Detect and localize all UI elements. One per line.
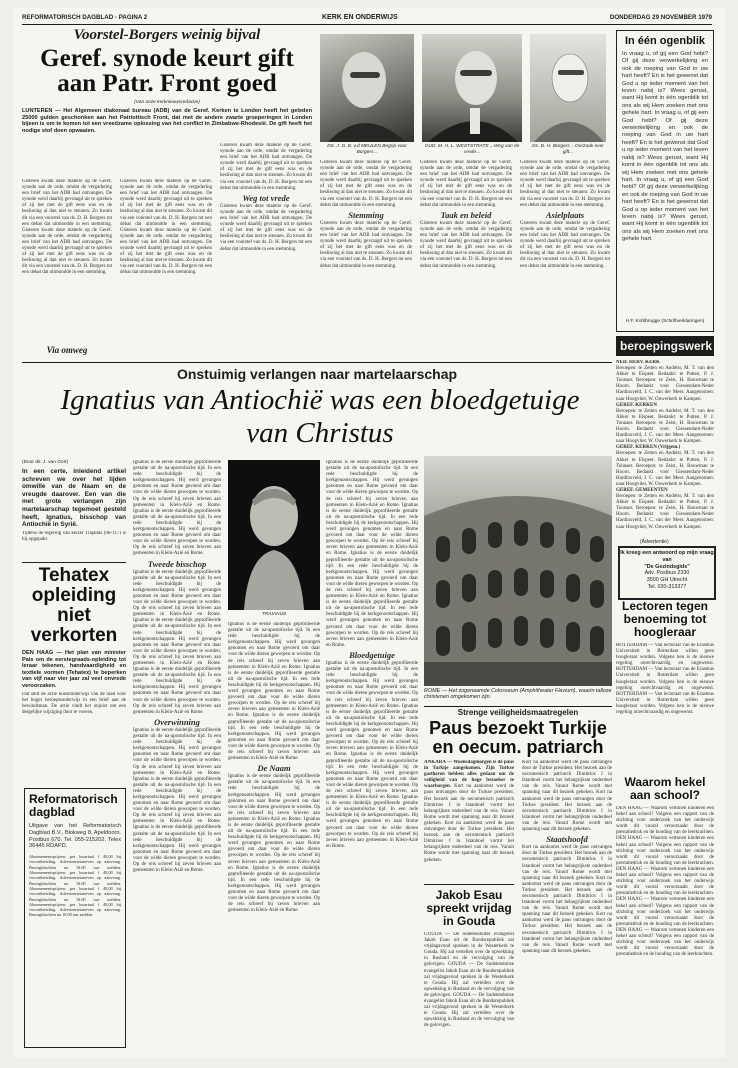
top-body-col2 xyxy=(120,179,212,354)
tehatex-headline: Tehatex opleiding niet verkorten xyxy=(30,565,118,646)
ber-text-2: Beroepen: te Zetten en Andelst, M. T. van den Akker te Elspeet. Bedankt: te Putten, P. J. Tonnaer. Beroepen: te Zeist, H. Bouwman te Hoorn. Bedankt voor Giessendam-Neder Hardinxveld, J. C. van der Meer. Aangenomen: naar Hoogvliet, W. Ouwerkerk te Kampen. xyxy=(616,408,714,445)
ign-text-g: Ignatius is de eerste duidelijk geprofileerde gestalte uit de na-apostolische tijd. In een rede beschuldigde hij de kerkgenootschappen. Hij werd gevangen genomen en naar Rome gevoerd om daar voor de wilde dieren geworpen te worden. Op de reis schreef hij zeven brieven aan gemeenten in Klein-Azië en Rome. xyxy=(133,776,221,825)
ignatius-headline: Ignatius van Antiochië was een bloedgetuige van Christus xyxy=(60,384,580,449)
esau-text-3: GOUDA — De Sudetenduitse evangelist Jakob Esau uit de Bondsrepubliek zal vrijdagavond spreken in de Westerkerk te Gouda. Hij zal vertellen over de opwekking in Rusland en de vervolging van de gelovigen. xyxy=(424,992,514,1029)
ign-text-h: Ignatius is de eerste duidelijk geprofileerde gestalte uit de na-apostolische tijd. In een rede beschuldigde hij de kerkgenootschappen. Hij werd gevangen genomen en naar Rome gevoerd om daar voor de wilde dieren geworpen te worden. Op de reis schreef hij zeven brieven aan gemeenten in Klein-Azië en Rome. xyxy=(133,825,221,874)
waarom-headline: Waarom hekel aan school? xyxy=(624,775,706,802)
ogenblik-title: In één ogenblik xyxy=(624,35,706,47)
turkije-text-2d: Kort na aankomst werd de paus ontvangen door de Turkse president. Het bezoek aan de oecumenisch patriarch Dimitrios I in Istanboel vormt het belangrijkste onderdeel van de reis. Vanuit Rome wordt met spanning naar dit bezoek gekeken. xyxy=(522,875,612,918)
masthead-fine-4: Abonnementsprijzen: per kwartaal f 40,00 bij vooruitbetaling. Advertentietarieven op aanvraag. Bezorgklachten na 18.00 uur melden. xyxy=(29,901,121,918)
tehatex-body: Dat stelt de actie kunstonderwijs van de raad voor het hoger beroepsonderwijs in een brief aan de bewindsman. De actie vindt het onjuist om een dergelijke wijziging door te voeren. xyxy=(22,691,126,715)
turkije-article xyxy=(424,708,612,1052)
ad-line2: "De Gezindsgids" xyxy=(644,563,690,570)
top-body-text-5: Gisteren kwam deze materie op de Geref. synode aan de orde, omdat de vergadering een brief van het ADB had ontvangen. De synode werd daarbij gevraagd uit te spreken of zij het met de gift eens was en de beslissing al dan niet te steunen. Zo kwam dit via een voorstel van ds. D. H. Borgers tot een debat dat uitmondde in een stemming. xyxy=(420,160,512,208)
traianus-bust xyxy=(228,460,320,610)
ign-text-i: Ignatius is de eerste duidelijk geprofileerde gestalte uit de na-apostolische tijd. In een rede beschuldigde hij de kerkgenootschappen. Hij werd gevangen genomen en naar Rome gevoerd om daar voor de wilde dieren geworpen te worden. Op de reis schreef hij zeven brieven aan gemeenten in Klein-Azië en Rome. xyxy=(228,622,320,670)
waarom-text-4: DEN HAAG — Waarom vertonen kinderen een hekel aan school? Volgens een rapport van de stichting voor onderzoek van het onderwijs wordt dit vooral veroorzaakt door de prestatiedruk en de houding van de leerkrachten. xyxy=(616,897,714,927)
turkije-col2 xyxy=(522,760,612,1050)
turkije-text-2b: Kort na aankomst werd de paus ontvangen door de Turkse president. Het bezoek aan de oecumenisch patriarch Dimitrios I in Istanboel vormt het belangrijkste onderdeel van de reis. Vanuit Rome wordt met spanning naar dit bezoek gekeken. xyxy=(522,790,612,833)
top-credit: (Van onze kerknieuwsredactie) xyxy=(134,100,200,105)
top-body-text-2: Gisteren kwam deze materie op de Geref. synode aan de orde, omdat de vergadering een brief van het ADB had ontvangen. De synode werd daarbij gevraagd uit te spreken of zij het met de gift eens was en de beslissing al dan niet te steunen. Zo kwam dit via een voorstel van ds. D. H. Borgers tot een debat dat uitmondde in een stemming. xyxy=(120,179,212,227)
turkije-text-2: Kort na aankomst werd de paus ontvangen door de Turkse president. Het bezoek aan de oecumenisch patriarch Dimitrios I in Istanboel vormt het belangrijkste onderdeel van de reis. Vanuit Rome wordt met spanning naar dit bezoek gekeken. xyxy=(522,760,612,796)
ber-section-herv: NED. HERV. KERK xyxy=(616,360,660,365)
ign-text-l: Ignatius is de eerste duidelijk geprofileerde gestalte uit de na-apostolische tijd. In een rede beschuldigde hij de kerkgenootschappen. Hij werd gevangen genomen en naar Rome gevoerd om daar voor de wilde dieren geworpen te worden. Op de reis schreef hij zeven brieven aan gemeenten in Klein-Azië en Rome. xyxy=(228,774,320,822)
top-sub-asiel: Asielplaats xyxy=(545,209,585,220)
waarom-text-3: DEN HAAG — Waarom vertonen kinderen een hekel aan school? Volgens een rapport van de stichting voor onderzoek van het onderwijs wordt dit vooral veroorzaakt door de prestatiedruk en de houding van de leerkrachten. xyxy=(616,866,714,897)
ign-text-s: Ignatius is de eerste duidelijk geprofileerde gestalte uit de na-apostolische tijd. In een rede beschuldigde hij de kerkgenootschappen. Hij werd gevangen genomen en naar Rome gevoerd om daar voor de wilde dieren geworpen te worden. Op de reis schreef hij zeven brieven aan gemeenten in Klein-Azië en Rome. xyxy=(326,661,418,709)
ogenblik-text-3: In vraag u, of gij een God hebt? Of gij deze verwerkelijking en ook de roeping van God in uw hart heeft? En is het gewenst dat God u op ieder moment van het leven nabij is? Wees gerust, want Hij komt in één ogenblik tot ons als wij Hem zoeken met ons gehele hart. xyxy=(622,176,708,243)
ignatius-lead-col xyxy=(22,460,126,560)
ign-text-v: Ignatius is de eerste duidelijk geprofileerde gestalte uit de na-apostolische tijd. In een rede beschuldigde hij de kerkgenootschappen. Hij werd gevangen genomen en naar Rome gevoerd om daar voor de wilde dieren geworpen te worden. Op de reis schreef hij zeven brieven aan gemeenten in Klein-Azië en Rome. xyxy=(326,795,418,849)
top-body-col4 xyxy=(320,160,412,350)
top-body-col5 xyxy=(420,160,512,350)
top-body-text-cont: Gisteren kwam deze materie op de Geref. synode aan de orde, omdat de vergadering een brief van het ADB had ontvangen. De synode werd daarbij gevraagd uit te spreken of zij het met de gift eens was en de beslissing al dan niet te steunen. Zo kwam dit via een voorstel van ds. D. H. Borgers tot een debat dat uitmondde in een stemming. xyxy=(22,227,112,276)
portrait-weststrate xyxy=(422,34,522,142)
ignatius-col4 xyxy=(326,460,418,1050)
ign-text-m: Ignatius is de eerste duidelijk geprofileerde gestalte uit de na-apostolische tijd. In een rede beschuldigde hij de kerkgenootschappen. Hij werd gevangen genomen en naar Rome gevoerd om daar voor de wilde dieren geworpen te worden. Op de reis schreef hij zeven brieven aan gemeenten in Klein-Azië en Rome. xyxy=(228,816,320,871)
ign-text-a: Ignatius is de eerste duidelijk geprofileerde gestalte uit de na-apostolische tijd. In een rede beschuldigde hij de kerkgenootschappen. Hij werd gevangen genomen en naar Rome gevoerd om daar voor de wilde dieren geworpen te worden. Op de reis schreef hij zeven brieven aan gemeenten in Klein-Azië en Rome. xyxy=(133,460,221,508)
top-sub-weg: Weg tot vrede xyxy=(242,192,290,203)
top-sub-via: Via omweg xyxy=(46,345,88,355)
esau-article xyxy=(424,884,514,1051)
ignatius-byline: (Door ds. J. van Oort) xyxy=(22,460,69,465)
ber-text-1: Beroepen: te Zetten en Andelst, M. T. van den Akker te Elspeet. Bedankt: te Putten, P. J. Tonnaer. Beroepen: te Zeist, H. Bouwman te Hoorn. Bedankt voor Giessendam-Neder Hardinxveld, J. C. van der Meer. Aangenomen: naar Hoogvliet, W. Ouwerkerk te Kampen. xyxy=(616,366,714,402)
top-body-text-5b: Gisteren kwam deze materie op de Geref. synode aan de orde, omdat de vergadering een brief van het ADB had ontvangen. De synode werd daarbij gevraagd uit te spreken of zij het met de gift eens was en de beslissing al dan niet te steunen. Zo kwam dit via een voorstel van ds. D. H. Borgers tot een debat dat uitmondde in een stemming. xyxy=(420,220,512,269)
photo-caption-meulen: DS. J. D. B. v.d MEULEN Begrip voor Borgers... xyxy=(327,144,407,155)
ignatius-kicker: Onstuimig verlangen naar martelaarschap xyxy=(176,366,458,382)
ignatius-col2 xyxy=(133,460,221,1050)
colosseum-photo xyxy=(424,456,612,686)
ign-sub-overwinning: Overwinning xyxy=(154,716,200,727)
top-body-text-2b: Gisteren kwam deze materie op de Geref. synode aan de orde, omdat de vergadering een brief van het ADB had ontvangen. De synode werd daarbij gevraagd uit te spreken of zij het met de gift eens was en de beslissing al dan niet te steunen. Zo kwam dit via een voorstel van ds. D. H. Borgers tot een debat dat uitmondde in een stemming. xyxy=(120,227,212,276)
ber-text-3: Beroepen: te Zetten en Andelst, M. T. van den Akker te Elspeet. Bedankt: te Putten, P. J. Tonnaer. Beroepen: te Zeist, H. Bouwman te Hoorn. Bedankt voor Giessendam-Neder Hardinxveld, J. C. van der Meer. Aangenomen: naar Hoogvliet, W. Ouwerkerk te Kampen. xyxy=(616,451,714,487)
ign-text-c: Ignatius is de eerste duidelijk geprofileerde gestalte uit de na-apostolische tijd. In een rede beschuldigde hij de kerkgenootschappen. Hij werd gevangen genomen en naar Rome gevoerd om daar voor de wilde dieren geworpen te worden. Op de reis schreef hij zeven brieven aan gemeenten in Klein-Azië en Rome. xyxy=(133,569,221,618)
top-body-col3 xyxy=(220,143,312,353)
ignatius-lead2: Tijdens de regering van keizer Trajanus (98-117) is hij opgepakt. xyxy=(22,530,126,542)
masthead-fine xyxy=(29,854,121,1014)
header-date: DONDERDAG 29 NOVEMBER 1979 xyxy=(609,14,712,21)
waarom-text-2: DEN HAAG — Waarom vertonen kinderen een hekel aan school? Volgens een rapport van de stichting voor onderzoek van het onderwijs wordt dit vooral veroorzaakt door de prestatiedruk en de houding van de leerkrachten. xyxy=(616,836,714,866)
ber-section-geref: GEREF. KERKEN xyxy=(616,402,657,408)
waarom-text: DEN HAAG — Waarom vertonen kinderen een hekel aan school? Volgens een rapport van de stichting voor onderzoek van het onderwijs wordt dit vooral veroorzaakt door de prestatiedruk en de houding van de leerkrachten. xyxy=(616,806,714,836)
ogenblik-text-2: In vraag u, of gij een God hebt? Of gij deze verwerkelijking en ook de roeping van God in uw hart heeft? En is het gewenst dat God u op ieder moment van het leven nabij is? Wees gerust, want Hij komt in één ogenblik tot ons als wij Hem zoeken met ons gehele hart. xyxy=(622,110,708,183)
top-body-text-3: Gisteren kwam deze materie op de Geref. synode aan de orde, omdat de vergadering een brief van het ADB had ontvangen. De synode werd daarbij gevraagd uit te spreken of zij het met de gift eens was en de beslissing al dan niet te steunen. Zo kwam dit via een voorstel van ds. D. H. Borgers tot een debat dat uitmondde in een stemming. xyxy=(220,143,312,191)
colosseum-caption: ROME — Het zogenaamde Colosseum (Amphitheater Flavium), waarin talloze christenen omgekomen zijn. xyxy=(424,688,612,700)
masthead-fine-3: Abonnementsprijzen: per kwartaal f 40,00 bij vooruitbetaling. Advertentietarieven op aanvraag. Bezorgklachten na 18.00 uur melden. xyxy=(29,885,121,902)
top-body-text-4: Gisteren kwam deze materie op de Geref. synode aan de orde, omdat de vergadering een brief van het ADB had ontvangen. De synode werd daarbij gevraagd uit te spreken of zij het met de gift eens was en de beslissing al dan niet te steunen. Zo kwam dit via een voorstel van ds. D. H. Borgers tot een debat dat uitmondde in een stemming. xyxy=(320,160,412,208)
photo-meulen xyxy=(320,34,414,142)
lectoren-body xyxy=(616,643,714,763)
colosseum-drawing xyxy=(424,456,612,686)
top-story xyxy=(22,27,312,357)
photo-caption-borgers: Ds. D. H. Borgers ...Oorzaak over gift... xyxy=(532,144,604,155)
ad-tag: (Advertentie) xyxy=(640,539,669,545)
ign-sub-bloedgetuige: Bloedgetuige xyxy=(349,649,395,660)
tehatex-article xyxy=(22,562,126,763)
top-body-col1 xyxy=(22,179,112,349)
waarom-text-5: DEN HAAG — Waarom vertonen kinderen een hekel aan school? Volgens een rapport van de stichting voor onderzoek van het onderwijs wordt dit vooral veroorzaakt door de prestatiedruk en de houding van de leerkrachten. xyxy=(616,927,714,958)
beroepingswerk-block xyxy=(616,336,714,536)
ad-line1: Ik kreeg een antwoord op mijn vraag van xyxy=(620,550,714,563)
turkije-text-2c: Kort na aankomst werd de paus ontvangen door de Turkse president. Het bezoek aan de oecumenisch patriarch Dimitrios I in Istanboel vormt het belangrijkste onderdeel van de reis. Vanuit Rome wordt met spanning naar dit bezoek gekeken. xyxy=(522,845,612,881)
beroepingswerk-body xyxy=(616,360,714,540)
ogenblik-signature: H.F. Kohlbrugge (Schriftverklaringen) xyxy=(625,319,705,324)
top-body-text-6: Gisteren kwam deze materie op de Geref. synode aan de orde, omdat de vergadering een brief van het ADB had ontvangen. De synode werd daarbij gevraagd uit te spreken of zij het met de gift eens was en de beslissing al dan niet te steunen. Zo kwam dit via een voorstel van ds. D. H. Borgers tot een debat dat uitmondde in een stemming. xyxy=(520,160,610,208)
top-body-text-4b: Gisteren kwam deze materie op de Geref. synode aan de orde, omdat de vergadering een brief van het ADB had ontvangen. De synode werd daarbij gevraagd uit te spreken of zij het met de gift eens was en de beslissing al dan niet te steunen. Zo kwam dit via een voorstel van ds. D. H. Borgers tot een debat dat uitmondde in een stemming. xyxy=(320,220,412,269)
lectoren-text-2: ROTTERDAM — Van lectoraat van de Erasmus Universiteit in Rotterdam willen geen hoogleraar worden. Volgens hen is de nieuwe regeling onrechtvaardig en ongewenst. xyxy=(616,667,714,691)
portrait-borgers xyxy=(530,34,606,142)
esau-text-2: GOUDA — De Sudetenduitse evangelist Jakob Esau uit de Bondsrepubliek zal vrijdagavond spreken in de Westerkerk te Gouda. Hij zal vertellen over de opwekking in Rusland en de vervolging van de gelovigen. xyxy=(424,962,514,998)
lectoren-text: ROTTERDAM — Van lectoraat van de Erasmus Universiteit in Rotterdam willen geen hoogleraar worden. Volgens hen is de nieuwe regeling onrechtvaardig en ongewenst. xyxy=(616,643,714,667)
gezindsgids-ad xyxy=(618,539,716,600)
turkije-text-1b: Kort na aankomst werd de paus ontvangen door de Turkse president. Het bezoek aan de oecumenisch patriarch Dimitrios I in Istanboel vormt het belangrijkste onderdeel van de reis. Vanuit Rome wordt met spanning naar dit bezoek gekeken. xyxy=(424,820,514,863)
header-paper-title: REFORMATORISCH DAGBLAD - PAGINA 2 xyxy=(22,14,148,21)
esau-headline: Jakob Esau spreekt vrijdag in Gouda xyxy=(426,888,512,928)
portrait-meulen xyxy=(320,34,414,142)
masthead-box xyxy=(24,788,126,1048)
ign-sub-tweede: Tweede bisschop xyxy=(147,558,207,569)
ber-text-4: Beroepen: te Zetten en Andelst, M. T. van den Akker te Elspeet. Bedankt: te Putten, P. J. Tonnaer. Beroepen: te Zeist, H. Bouwman te Hoorn. Bedankt voor Giessendam-Neder Hardinxveld, J. C. van der Meer. Aangenomen: naar Hoogvliet, W. Ouwerkerk te Kampen. xyxy=(616,494,714,530)
ign-text-u: Ignatius is de eerste duidelijk geprofileerde gestalte uit de na-apostolische tijd. In een rede beschuldigde hij de kerkgenootschappen. Hij werd gevangen genomen en naar Rome gevoerd om daar voor de wilde dieren geworpen te worden. Op de reis schreef hij zeven brieven aan gemeenten in Klein-Azië en Rome. xyxy=(326,752,418,801)
turkije-headline: Paus bezoekt Turkije en oecum. patriarch xyxy=(429,718,607,757)
beroepingswerk-title: beroepingswerk xyxy=(620,339,713,353)
ber-section-vrijgem: GEREF. KERKEN (Vrijgem.) xyxy=(616,445,681,451)
traianus-caption: TRAIANUS xyxy=(261,612,287,617)
ign-text-n: Ignatius is de eerste duidelijk geprofileerde gestalte uit de na-apostolische tijd. In een rede beschuldigde hij de kerkgenootschappen. Hij werd gevangen genomen en naar Rome gevoerd om daar voor de wilde dieren geworpen te worden. Op de reis schreef hij zeven brieven aan gemeenten in Klein-Azië en Rome. xyxy=(228,865,320,914)
ber-section-gemeenten: GEREF. GEMEENTEN xyxy=(616,487,668,493)
masthead-body: Uitgave van het Reformatorisch Dagblad B.V., Blokweg 8, Apeldoorn. Postbus 670. Tel. 055-215202. Telex 36445 RDAPD. xyxy=(29,823,121,850)
ign-text-k: Ignatius is de eerste duidelijk geprofileerde gestalte uit de na-apostolische tijd. In een rede beschuldigde hij de kerkgenootschappen. Hij werd gevangen genomen en naar Rome gevoerd om daar voor de wilde dieren geworpen te worden. Op de reis schreef hij zeven brieven aan gemeenten in Klein-Azië en Rome. xyxy=(228,713,320,762)
header-rule xyxy=(22,24,712,25)
turkije-lead: ANKARA — Woensdagmorgen is de paus in Turkije aangekomen. Zijn Turkse gastheren hebben alles gedaan om de veiligheid van de hoge bezoeker te waarborgen. xyxy=(424,760,514,790)
masthead-title: Reformatorisch dagblad xyxy=(29,792,118,819)
ign-text-d: Ignatius is de eerste duidelijk geprofileerde gestalte uit de na-apostolische tijd. In een rede beschuldigde hij de kerkgenootschappen. Hij werd gevangen genomen en naar Rome gevoerd om daar voor de wilde dieren geworpen te worden. Op de reis schreef hij zeven brieven aan gemeenten in Klein-Azië en Rome. xyxy=(133,618,221,666)
photo-borgers xyxy=(530,34,606,142)
top-body-text-6b: Gisteren kwam deze materie op de Geref. synode aan de orde, omdat de vergadering een brief van het ADB had ontvangen. De synode werd daarbij gevraagd uit te spreken of zij het met de gift eens was en de beslissing al dan niet te steunen. Zo kwam dit via een voorstel van ds. D. H. Borgers tot een debat dat uitmondde in een stemming. xyxy=(520,220,610,269)
ign-text-f: Ignatius is de eerste duidelijk geprofileerde gestalte uit de na-apostolische tijd. In een rede beschuldigde hij de kerkgenootschappen. Hij werd gevangen genomen en naar Rome gevoerd om daar voor de wilde dieren geworpen te worden. Op de reis schreef hij zeven brieven aan gemeenten in Klein-Azië en Rome. xyxy=(133,727,221,776)
lectoren-headline: Lectoren tegen benoeming tot hoogleraar xyxy=(621,599,708,639)
top-headline: Geref. synode keurt gift aan Patr. Front goed xyxy=(40,45,294,97)
ogenblik-body xyxy=(622,51,708,301)
ign-text-p: Ignatius is de eerste duidelijk geprofileerde gestalte uit de na-apostolische tijd. In een rede beschuldigde hij de kerkgenootschappen. Hij werd gevangen genomen en naar Rome gevoerd om daar voor de wilde dieren geworpen te worden. Op de reis schreef hij zeven brieven aan gemeenten in Klein-Azië en Rome. xyxy=(326,502,418,557)
turkije-rule xyxy=(424,706,612,707)
top-sub-stemming: Stemming xyxy=(348,209,384,220)
lectoren-text-3: ROTTERDAM — Van lectoraat van de Erasmus Universiteit in Rotterdam willen geen hoogleraar worden. Volgens hen is de nieuwe regeling onrechtvaardig en ongewenst. xyxy=(616,691,714,716)
ign-sub-naam: De Naam xyxy=(257,763,291,774)
ignatius-col3 xyxy=(228,622,320,1050)
esau-body xyxy=(424,932,514,1042)
masthead-fine-1: Abonnementsprijzen: per kwartaal f 40,00 bij vooruitbetaling. Advertentietarieven op aanvraag. Bezorgklachten na 18.00 uur melden. xyxy=(29,854,121,870)
waarom-body xyxy=(616,806,714,1046)
esau-text: GOUDA — De Sudetenduitse evangelist Jakob Esau uit de Bondsrepubliek zal vrijdagavond spreken in de Westerkerk te Gouda. Hij zal vertellen over de opwekking in Rusland en de vervolging van de gelovigen. xyxy=(424,932,514,968)
beroepingswerk-title-bar xyxy=(616,336,714,356)
ignatius-lead: In een certe, inleidend artikel schreven we over het lijden omwille van de Naam en de vreugde daarover. Een van die met grote verlangen zijn martelaarschap tegemoet gesteld heeft, Ignatius, bisschop van Antiochië in Syrië. xyxy=(22,468,126,529)
masthead-fine-2: Abonnementsprijzen: per kwartaal f 40,00 bij vooruitbetaling. Advertentietarieven op aanvraag. Bezorgklachten na 18.00 uur melden. xyxy=(29,870,121,886)
ad-line5: Tel. 030-313377 xyxy=(647,583,687,590)
top-sub-taak: Taak en beleid xyxy=(440,209,492,220)
top-body-text: Gisteren kwam deze materie op de Geref. synode aan de orde, omdat de vergadering een brief van het ADB had ontvangen. De synode werd daarbij gevraagd uit te spreken of zij het met de gift eens was en de beslissing al dan niet te steunen. Zo kwam dit via een voorstel van ds. D. H. Borgers tot een debat dat uitmondde in een stemming. xyxy=(22,179,112,227)
turkije-sub-staatshoofd: Staatshoofd xyxy=(546,834,588,845)
waarom-article xyxy=(616,776,714,1056)
ign-text-r: Ignatius is de eerste duidelijk geprofileerde gestalte uit de na-apostolische tijd. In een rede beschuldigde hij de kerkgenootschappen. Hij werd gevangen genomen en naar Rome gevoerd om daar voor de wilde dieren geworpen te worden. Op de reis schreef hij zeven brieven aan gemeenten in Klein-Azië en Rome. xyxy=(326,594,418,648)
ogenblik-text: In vraag u, of gij een God hebt? Of gij deze verwerkelijking en ook de roeping van God in uw hart heeft? En is het gewenst dat God u op ieder moment van het leven nabij is? Wees gerust, want Hij komt in één ogenblik tot ons als wij Hem zoeken met ons gehele hart. xyxy=(622,51,708,117)
ign-text-o: Ignatius is de eerste duidelijk geprofileerde gestalte uit de na-apostolische tijd. In een rede beschuldigde hij de kerkgenootschappen. Hij werd gevangen genomen en naar Rome gevoerd om daar voor de wilde dieren geworpen te worden. Op de reis schreef hij zeven brieven aan gemeenten in Klein-Azië en Rome. xyxy=(326,460,418,508)
header-section: KERK EN ONDERWIJS xyxy=(322,14,398,21)
ign-text-j: Ignatius is de eerste duidelijk geprofileerde gestalte uit de na-apostolische tijd. In een rede beschuldigde hij de kerkgenootschappen. Hij werd gevangen genomen en naar Rome gevoerd om daar voor de wilde dieren geworpen te worden. Op de reis schreef hij zeven brieven aan gemeenten in Klein-Azië en Rome. xyxy=(228,664,320,719)
ogenblik-box xyxy=(616,30,714,332)
photo-weststrate xyxy=(422,34,522,142)
traianus-photo xyxy=(228,460,320,610)
top-body-col6 xyxy=(520,160,610,350)
top-kicker: Voorstel-Borgers weinig bijval xyxy=(73,27,261,43)
turkije-text-2e: Kort na aankomst werd de paus ontvangen door de Turkse president. Het bezoek aan de oecumenisch patriarch Dimitrios I in Istanboel vormt het belangrijkste onderdeel van de reis. Vanuit Rome wordt met spanning naar dit bezoek gekeken. xyxy=(522,912,612,954)
turkije-col1 xyxy=(424,760,514,878)
top-lead: LUNTEREN — Het Algemeen diakonaal bureau (ADB) van de Geref. Kerken te Londen heeft het geleden 25000 gulden geschonken aan het Patriottisch Front, dat met de andere zwarte groeperingen in Londen bijeen is om te komen tot een vreedzame oplossing van het conflict in Zimbabwe-Rhodesië. De gift heeft het nodige stof doen opwaaien. xyxy=(22,108,312,134)
ign-text-b: Ignatius is de eerste duidelijk geprofileerde gestalte uit de na-apostolische tijd. In een rede beschuldigde hij de kerkgenootschappen. Hij werd gevangen genomen en naar Rome gevoerd om daar voor de wilde dieren geworpen te worden. Op de reis schreef hij zeven brieven aan gemeenten in Klein-Azië en Rome. xyxy=(133,508,221,557)
turkije-text-1: Kort na aankomst werd de paus ontvangen door de Turkse president. Het bezoek aan de oecumenisch patriarch Dimitrios I in Istanboel vormt het belangrijkste onderdeel van de reis. Vanuit Rome wordt met spanning naar dit bezoek gekeken. xyxy=(424,784,514,826)
top-body-text-3b: Gisteren kwam deze materie op de Geref. synode aan de orde, omdat de vergadering een brief van het ADB had ontvangen. De synode werd daarbij gevraagd uit te spreken of zij het met de gift eens was en de beslissing al dan niet te steunen. Zo kwam dit via een voorstel van ds. D. H. Borgers tot een debat dat uitmondde in een stemming. xyxy=(220,203,312,252)
ign-text-t: Ignatius is de eerste duidelijk geprofileerde gestalte uit de na-apostolische tijd. In een rede beschuldigde hij de kerkgenootschappen. Hij werd gevangen genomen en naar Rome gevoerd om daar voor de wilde dieren geworpen te worden. Op de reis schreef hij zeven brieven aan gemeenten in Klein-Azië en Rome. xyxy=(326,703,418,758)
tehatex-lead: DEN HAAG — Het plan van minister Pais om de eerstegraads-opleiding tot leraar tekenen, handvaardigheid en textiele vormen (Tehatex) te beperken van vijf naar vier jaar zal veel onvrede veroorzaken. xyxy=(22,650,126,689)
photo-caption-weststrate: OUD. M. H. L. WESTSTRATE ...Weg van de vrede... xyxy=(424,144,520,155)
section-rule xyxy=(22,362,612,363)
ign-text-q: Ignatius is de eerste duidelijk geprofileerde gestalte uit de na-apostolische tijd. In een rede beschuldigde hij de kerkgenootschappen. Hij werd gevangen genomen en naar Rome gevoerd om daar voor de wilde dieren geworpen te worden. Op de reis schreef hij zeven brieven aan gemeenten in Klein-Azië en Rome. xyxy=(326,551,418,600)
ign-text-e: Ignatius is de eerste duidelijk geprofileerde gestalte uit de na-apostolische tijd. In een rede beschuldigde hij de kerkgenootschappen. Hij werd gevangen genomen en naar Rome gevoerd om daar voor de wilde dieren geworpen te worden. Op de reis schreef hij zeven brieven aan gemeenten in Klein-Azië en Rome. xyxy=(133,667,221,715)
turkije-kicker: Strenge veiligheidsmaatregelen xyxy=(457,708,579,717)
ad-line3: Adv. Postbus 2330 xyxy=(644,570,690,577)
lectoren-article xyxy=(616,600,714,770)
ad-line4: 3500 GH Utrecht xyxy=(646,577,688,584)
